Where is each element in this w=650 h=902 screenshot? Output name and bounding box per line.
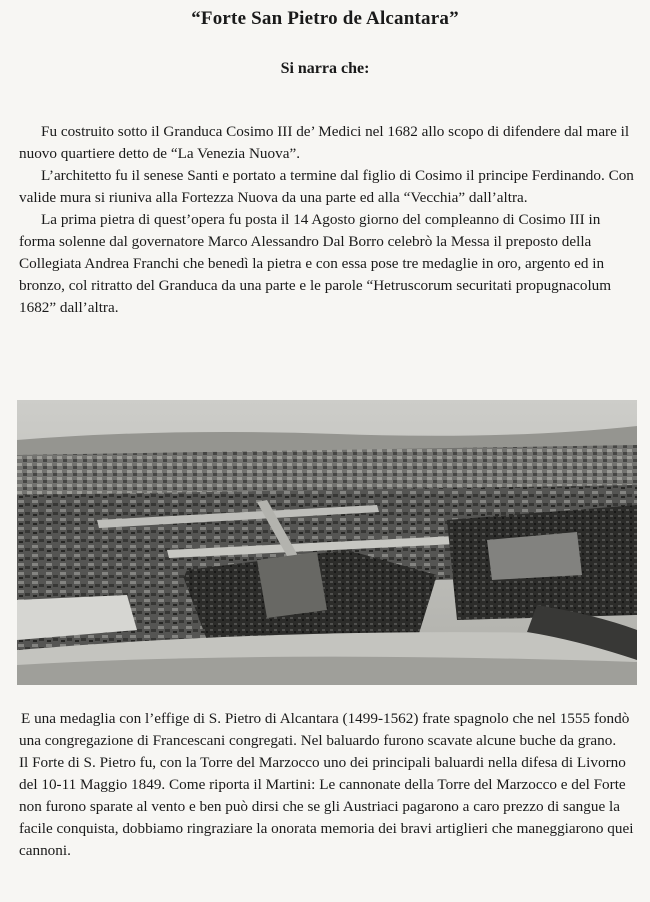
page-title: “Forte San Pietro de Alcantara”	[191, 8, 459, 29]
intro-text	[19, 121, 634, 319]
page-subtitle: Si narra che:	[280, 60, 370, 77]
paragraph: La prima pietra di quest’opera fu posta il 14 Agosto giorno del compleanno di Cosimo III in forma solenne dal governatore Marco Alessandro Dal Borro celebrò la Messa il preposto della Collegiata Andrea Franchi che benedì la pietra e con essa pose tre medaglie in oro, argento ed in bronzo, col ritratto del Granduca da una parte e le parole “Hetruscorum securitati propugnacolum 1682” dall’altra.	[19, 211, 612, 316]
closing-text	[19, 708, 634, 862]
paragraph: E una medaglia con l’effige di S. Pietro di Alcantara (1499-1562) frate spagnolo che nel 1555 fondò una congregazione di Francescani congregati. Nel baluardo furono scavate alcune buche da grano.	[19, 710, 630, 749]
paragraph: L’architetto fu il senese Santi e portato a termine dal figlio di Cosimo il principe Ferdinando. Con valide mura si riuniva alla Fortezza Nuova da una parte ed alla “Vecchia” dall’altra.	[19, 167, 634, 206]
paragraph: Fu costruito sotto il Granduca Cosimo III de’ Medici nel 1682 allo scopo di difendere dal mare il nuovo quartiere detto de “La Venezia Nuova”.	[19, 123, 630, 162]
paragraph: Il Forte di S. Pietro fu, con la Torre del Marzocco uno dei principali baluardi nella difesa di Livorno del 10-11 Maggio 1849. Come riporta il Martini: Le cannonate della Torre del Marzocco e del Forte non furono sparate al vento e ben può dirsi che se gli Austriaci pagarono a caro prezzo di sangue la facile conquista, dobbiamo ringraziare la onorata memoria dei bravi artiglieri che maneggiarono quei cannoni.	[19, 754, 634, 859]
historic-aerial-photo	[17, 400, 637, 685]
